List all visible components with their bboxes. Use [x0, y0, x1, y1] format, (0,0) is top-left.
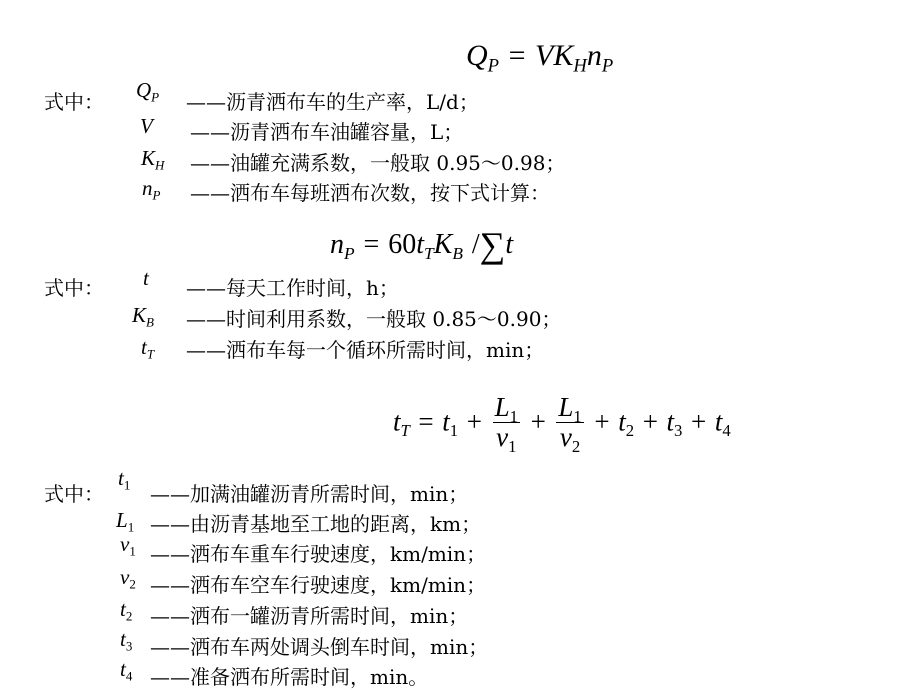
- fraction-L1-v2: $\frac{L_1}{v_2}$: [558, 392, 582, 457]
- var-symbol-tT: $t_T$: [141, 335, 155, 362]
- formula-cycle-time: $t_T = t_1$ + $\frac{L_1}{v_1}$ + $\frac{L_1}{v_2}$ + $t_2 + t_3 + t_4$: [393, 392, 731, 457]
- var-desc-nP: ——洒布车每班洒布次数，按下式计算：: [190, 181, 550, 205]
- var-desc-KH: ——油罐充满系数，一般取 0.95～0.98；: [190, 151, 566, 175]
- var-symbol-L1: $L_1$: [116, 508, 135, 535]
- sum-sign: ∑: [479, 225, 506, 265]
- var-symbol-t1: $t_1$: [118, 466, 131, 493]
- formula-subscript: H: [573, 55, 587, 77]
- var-desc-t4: ——准备洒布所需时间，min。: [150, 665, 429, 689]
- var-symbol-nP: $n_P$: [142, 176, 161, 203]
- var-desc-v2: ——洒布车空车行驶速度，km/min；: [150, 573, 487, 597]
- var-desc-V: ——沥青洒布车油罐容量，L；: [190, 120, 464, 144]
- var-desc-Qp: ——沥青洒布车的生产率，L/d；: [186, 90, 479, 114]
- formula-symbol: K: [553, 39, 574, 72]
- var-desc-t2: ——洒布一罐沥青所需时间，min；: [150, 604, 469, 628]
- formula-subscript: P: [487, 55, 500, 77]
- equals-sign: =: [508, 39, 526, 72]
- var-symbol-v2: $v_2$: [120, 565, 136, 592]
- formula-symbol: n: [586, 39, 602, 72]
- var-desc-L1: ——由沥青基地至工地的距离，km；: [150, 512, 482, 536]
- var-symbol-KB: $K_B$: [132, 303, 154, 330]
- fraction-L1-v1: $\frac{L_1}{v_1}$: [494, 392, 518, 457]
- formula-symbol: V: [535, 39, 554, 72]
- var-symbol-t4: $t_4$: [120, 657, 133, 684]
- formula-subscript: P: [601, 55, 614, 77]
- formula-trips-per-shift: $n_P = 60t_TK_B$ /∑t: [330, 225, 514, 265]
- var-symbol-t: t: [143, 266, 149, 290]
- var-symbol-Qp: $Q_P$: [136, 78, 160, 105]
- var-symbol-t2: $t_2$: [120, 597, 133, 624]
- var-desc-v1: ——洒布车重车行驶速度，km/min；: [150, 542, 487, 566]
- where-label: 式中：: [44, 90, 104, 114]
- var-desc-t3: ——洒布车两处调头倒车时间，min；: [150, 635, 489, 659]
- where-label: 式中：: [44, 482, 104, 506]
- var-desc-t: ——每天工作时间，h；: [186, 276, 399, 300]
- var-desc-KB: ——时间利用系数，一般取 0.85～0.90；: [186, 307, 562, 331]
- var-desc-t1: ——加满油罐沥青所需时间，min；: [150, 482, 469, 506]
- var-symbol-v1: $v_1$: [120, 532, 136, 559]
- var-symbol-t3: $t_3$: [120, 627, 133, 654]
- var-symbol-KH: $K_H$: [141, 146, 165, 173]
- var-symbol-V: V: [140, 114, 153, 138]
- formula-symbol: Q: [466, 39, 488, 72]
- formula-production-rate: [466, 38, 614, 77]
- var-desc-tT: ——洒布车每一个循环所需时间，min；: [186, 338, 545, 362]
- where-label: 式中：: [44, 276, 104, 300]
